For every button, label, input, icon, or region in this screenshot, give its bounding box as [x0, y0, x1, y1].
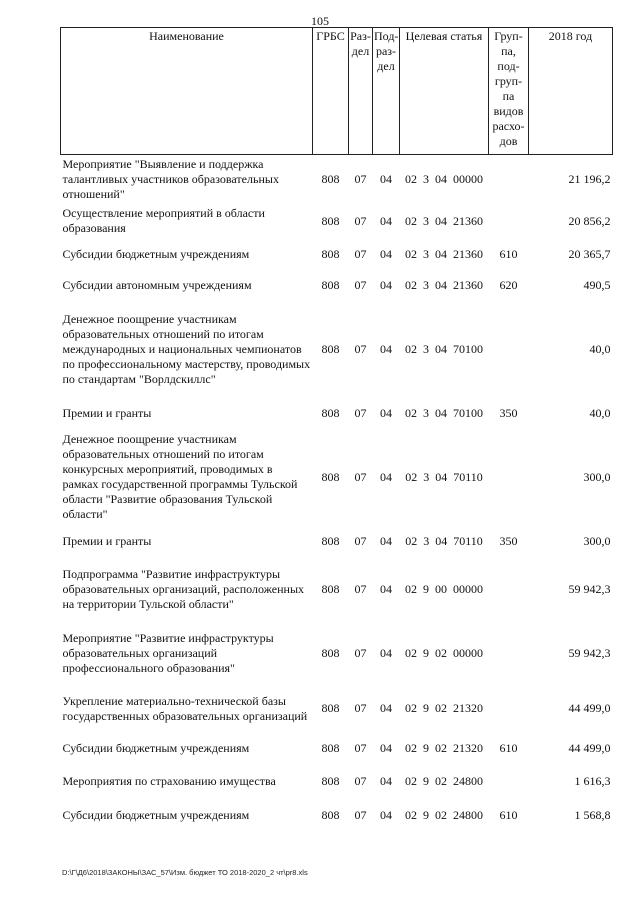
row-razdel: 07 [354, 405, 367, 420]
row-expense-group [489, 301, 529, 398]
table-row [61, 623, 613, 685]
table-row [61, 398, 613, 429]
row-amount-2018: 59 942,3 [568, 646, 611, 660]
row-grbs: 808 [321, 171, 340, 186]
file-path-footer: D:\Г\Д6\2018\ЗАКОНЫ\ЗАС_57\Изм. бюджет ТО 2018-2020_2 чт\pr8.xls [62, 868, 308, 877]
row-amount-2018: 1 616,3 [574, 774, 611, 788]
row-target-article: 02 9 02 00000 [405, 646, 483, 660]
row-grbs: 808 [321, 808, 340, 822]
row-grbs: 808 [321, 277, 340, 292]
row-expense-group [489, 685, 529, 733]
row-podrazdel: 04 [380, 277, 392, 292]
header-razdel: Раз-дел [349, 28, 373, 155]
row-target-article: 02 9 02 21320 [405, 741, 483, 755]
row-grbs: 808 [321, 533, 340, 548]
row-grbs: 808 [321, 646, 340, 660]
row-expense-group: 350 [499, 405, 518, 420]
row-grbs: 808 [321, 469, 340, 484]
row-name: Премии и гранты [62, 405, 152, 420]
page-number: 105 [311, 14, 329, 28]
row-grbs: 808 [321, 405, 340, 420]
row-grbs: 808 [321, 701, 340, 715]
table-row [61, 429, 613, 526]
row-name: Денежное поощрение участникам образовательных отношений по итогам конкурсных мероприятий, проводимых в рамках государственной программы Тульской области "Развитие образования Тульской области" [62, 432, 298, 521]
row-grbs: 808 [321, 341, 340, 356]
row-amount-2018: 300,0 [583, 469, 611, 484]
header-year: 2018 год [529, 28, 613, 155]
row-expense-group: 610 [499, 741, 518, 755]
table-row [61, 557, 613, 623]
row-podrazdel: 04 [380, 341, 392, 356]
row-razdel: 07 [354, 701, 367, 715]
table-row [61, 765, 613, 799]
row-target-article: 02 3 04 21360 [405, 213, 483, 228]
row-podrazdel: 04 [380, 469, 392, 484]
row-amount-2018: 300,0 [583, 533, 611, 548]
row-target-article: 02 9 02 24800 [405, 774, 483, 788]
row-expense-group [489, 623, 529, 685]
table-row [61, 204, 613, 239]
row-grbs: 808 [321, 582, 340, 596]
row-podrazdel: 04 [380, 808, 392, 822]
row-podrazdel: 04 [380, 582, 392, 596]
row-target-article: 02 3 04 00000 [405, 171, 483, 186]
row-expense-group [489, 155, 529, 204]
row-target-article: 02 9 00 00000 [405, 582, 483, 596]
row-target-article: 02 3 04 70110 [405, 533, 483, 548]
row-grbs: 808 [321, 213, 340, 228]
row-amount-2018: 20 856,2 [568, 213, 611, 228]
row-razdel: 07 [354, 533, 367, 548]
row-podrazdel: 04 [380, 246, 392, 261]
row-razdel: 07 [354, 341, 367, 356]
row-razdel: 07 [354, 213, 367, 228]
table-row [61, 733, 613, 765]
row-razdel: 07 [354, 171, 367, 186]
row-amount-2018: 21 196,2 [568, 171, 611, 186]
table-row [61, 526, 613, 557]
row-name: Премии и гранты [62, 533, 152, 548]
row-name: Субсидии бюджетным учреждениям [62, 246, 250, 261]
row-podrazdel: 04 [380, 774, 392, 788]
table-row [61, 301, 613, 398]
row-expense-group [489, 429, 529, 526]
row-grbs: 808 [321, 246, 340, 261]
row-podrazdel: 04 [380, 741, 392, 755]
row-razdel: 07 [354, 469, 367, 484]
row-amount-2018: 1 568,8 [574, 808, 611, 822]
row-razdel: 07 [354, 741, 367, 755]
row-expense-group: 620 [499, 277, 518, 292]
row-razdel: 07 [354, 277, 367, 292]
header-grbs: ГРБС [313, 28, 349, 155]
row-amount-2018: 44 499,0 [568, 741, 611, 755]
row-amount-2018: 44 499,0 [568, 701, 611, 715]
table-header-row [61, 28, 613, 155]
budget-table [60, 27, 613, 833]
row-name: Подпрограмма "Развитие инфраструктуры образовательных организаций, расположенных на территории Тульской области" [62, 567, 305, 611]
row-target-article: 02 3 04 70100 [405, 405, 483, 420]
row-razdel: 07 [354, 774, 367, 788]
row-expense-group: 610 [499, 246, 518, 261]
row-expense-group [489, 765, 529, 799]
row-name: Денежное поощрение участникам образовательных отношений по итогам международных и национальных чемпионатов по профессиональному мастерству, проводимых по стандартам "Ворлдскиллс" [62, 311, 311, 386]
table-row [61, 155, 613, 204]
row-razdel: 07 [354, 246, 367, 261]
row-razdel: 07 [354, 582, 367, 596]
row-name: Мероприятие "Выявление и поддержка талантливых участников образовательных отношений" [62, 156, 279, 201]
row-target-article: 02 9 02 24800 [405, 808, 483, 822]
row-target-article: 02 3 04 70100 [405, 341, 483, 356]
row-amount-2018: 40,0 [589, 405, 611, 420]
row-target-article: 02 3 04 21360 [405, 246, 483, 261]
row-amount-2018: 40,0 [589, 341, 611, 356]
row-target-article: 02 3 04 21360 [405, 277, 483, 292]
table-row [61, 685, 613, 733]
header-podrazdel: Под-раз-дел [373, 28, 400, 155]
row-podrazdel: 04 [380, 701, 392, 715]
row-expense-group: 350 [499, 533, 518, 548]
row-amount-2018: 20 365,7 [568, 246, 611, 261]
row-razdel: 07 [354, 646, 367, 660]
table-row [61, 799, 613, 833]
row-podrazdel: 04 [380, 171, 392, 186]
row-expense-group: 610 [499, 808, 518, 822]
row-target-article: 02 9 02 21320 [405, 701, 483, 715]
table-row [61, 239, 613, 270]
row-name: Осуществление мероприятий в области образования [62, 206, 265, 235]
row-name: Мероприятия по страхованию имущества [62, 774, 276, 788]
table-row [61, 270, 613, 301]
row-grbs: 808 [321, 774, 340, 788]
header-group: Груп-па, под-груп-па видов расхо-дов [489, 28, 529, 155]
row-name: Субсидии автономным учреждениям [62, 277, 252, 292]
row-expense-group [489, 557, 529, 623]
row-name: Субсидии бюджетным учреждениям [62, 808, 250, 822]
row-name: Субсидии бюджетным учреждениям [62, 741, 250, 755]
row-target-article: 02 3 04 70110 [405, 469, 483, 484]
row-name: Укрепление материально-технической базы государственных образовательных организаций [62, 693, 308, 723]
header-target: Целевая статья [400, 28, 489, 155]
row-podrazdel: 04 [380, 405, 392, 420]
row-podrazdel: 04 [380, 213, 392, 228]
row-razdel: 07 [354, 808, 367, 822]
row-amount-2018: 490,5 [583, 277, 611, 292]
row-name: Мероприятие "Развитие инфраструктуры образовательных организаций профессионального образования" [62, 631, 274, 675]
header-name: Наименование [61, 28, 313, 155]
row-amount-2018: 59 942,3 [568, 582, 611, 596]
row-podrazdel: 04 [380, 646, 392, 660]
row-grbs: 808 [321, 741, 340, 755]
row-podrazdel: 04 [380, 533, 392, 548]
row-expense-group [489, 204, 529, 239]
